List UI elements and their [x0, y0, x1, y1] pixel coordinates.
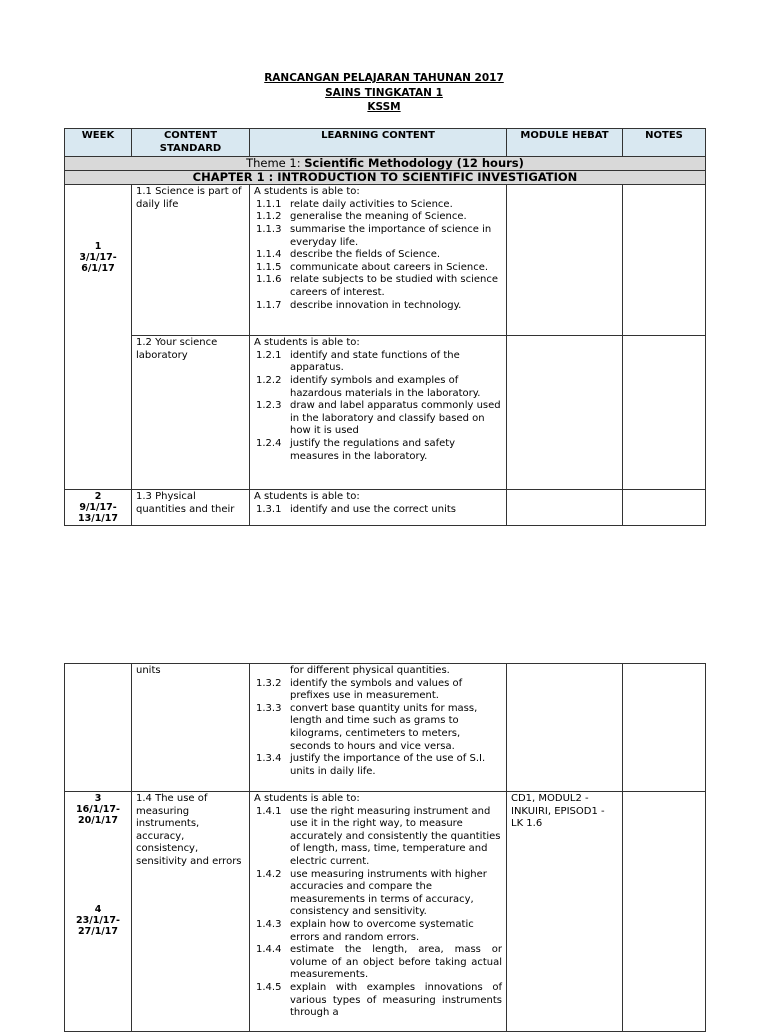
- learning-content-cell: [250, 792, 507, 1032]
- learning-objective: 1.3.3 convert base quantity units for mass, length and time such as grams to kilograms, centimeters to meters, seconds to hours and vice versa.: [256, 702, 478, 752]
- learning-objective: 1.2.3 draw and label apparatus commonly used in the laboratory and classify based on how it is used: [256, 400, 501, 437]
- week-cell: [65, 792, 132, 1032]
- week-block: [69, 904, 127, 937]
- learning-objective: 1.2.4 justify the regulations and safety measures in the laboratory.: [256, 437, 456, 462]
- chapter-title: CHAPTER 1 : INTRODUCTION TO SCIENTIFIC INVESTIGATION: [65, 171, 706, 185]
- module-hebat-cell: CD1, MODUL2 - INKUIRI, EPISOD1 - LK 1.6: [507, 792, 623, 1032]
- learning-objective: 1.2.1 identify and state functions of the apparatus.: [256, 349, 460, 374]
- week-dates: 3/1/17- 6/1/17: [79, 252, 117, 275]
- week-block: [69, 793, 127, 826]
- learning-objective: 1.4.2 use measuring instruments with higher accuracies and compare the measurements in terms of accuracy, consistency and sensitivity.: [256, 868, 487, 918]
- theme-prefix: Theme 1:: [246, 156, 305, 171]
- learning-objective: 1.4.4 estimate the length, area, mass or volume of an object before taking actual measurements.: [256, 944, 502, 981]
- lesson-plan-table-page-1: [64, 128, 706, 526]
- week-cell: [65, 664, 132, 792]
- module-hebat-cell: [507, 664, 623, 792]
- learning-objective: 1.4.3 explain how to overcome systematic errors and random errors.: [256, 918, 474, 943]
- week-number: 4: [94, 904, 102, 915]
- learning-continuation: for different physical quantities.: [290, 665, 450, 676]
- subject-title: SAINS TINGKATAN 1: [325, 86, 443, 99]
- table-row: [65, 792, 706, 1032]
- week-cell: [65, 490, 132, 526]
- learning-intro: A students is able to:: [254, 186, 360, 198]
- learning-intro: A students is able to:: [254, 337, 360, 349]
- theme-row: [65, 157, 706, 171]
- week-dates: 16/1/17- 20/1/17: [76, 804, 120, 826]
- table-row: [65, 336, 706, 490]
- table-row: [65, 490, 706, 526]
- learning-content-cell: [250, 185, 507, 336]
- header-content-standard: CONTENT STANDARD: [132, 129, 250, 157]
- learning-content-cell: [250, 490, 507, 526]
- learning-objective: 1.1.4 describe the fields of Science.: [256, 249, 441, 261]
- curriculum-title: KSSM: [367, 101, 401, 113]
- learning-objective: 1.4.5 explain with examples innovations of various types of measuring instruments through a: [256, 981, 502, 1019]
- notes-cell: [623, 664, 706, 792]
- theme-cell: [65, 157, 706, 171]
- content-standard-cell: units: [132, 664, 250, 792]
- week-dates: 23/1/17- 27/1/17: [76, 915, 120, 937]
- table-row: [65, 185, 706, 336]
- notes-cell: [623, 185, 706, 336]
- learning-objective: 1.1.6 relate subjects to be studied with science careers of interest.: [256, 274, 499, 298]
- notes-cell: [623, 490, 706, 526]
- content-standard-cell: 1.1 Science is part of daily life: [132, 185, 250, 336]
- header-learning-content: LEARNING CONTENT: [250, 129, 507, 157]
- learning-objective: 1.1.7 describe innovation in technology.: [256, 299, 462, 311]
- content-standard-cell: 1.3 Physical quantities and their: [132, 490, 250, 526]
- module-hebat-cell: [507, 185, 623, 336]
- week-dates: 9/1/17- 13/1/17: [78, 502, 118, 525]
- plan-title: RANCANGAN PELAJARAN TAHUNAN 2017: [264, 72, 504, 84]
- notes-cell: [623, 792, 706, 1032]
- lesson-plan-table-page-2: [64, 663, 706, 1032]
- learning-content-cell: [250, 664, 507, 792]
- learning-objective: 1.1.5 communicate about careers in Science.: [256, 261, 489, 273]
- header-module-hebat: MODULE HEBAT: [507, 129, 623, 157]
- learning-intro: A students is able to:: [254, 491, 360, 503]
- learning-objective: 1.3.4 justify the importance of the use of S.I. units in daily life.: [256, 753, 486, 777]
- week-number: 3: [94, 793, 102, 804]
- week-number: 1: [94, 241, 102, 253]
- learning-objective: 1.1.2 generalise the meaning of Science.: [256, 211, 467, 223]
- learning-objective: 1.1.3 summarise the importance of science in everyday life.: [256, 223, 492, 248]
- week-number: 2: [94, 491, 102, 503]
- notes-cell: [623, 336, 706, 490]
- learning-objective: 1.4.1 use the right measuring instrument and use it in the right way, to measure accurately and consistently the quantities of length, mass, time, temperature and electric current.: [256, 805, 501, 867]
- module-hebat-cell: [507, 336, 623, 490]
- content-standard-cell: 1.2 Your science laboratory: [132, 336, 250, 490]
- learning-objective: 1.2.2 identify symbols and examples of hazardous materials in the laboratory.: [256, 374, 481, 399]
- header-notes: NOTES: [623, 129, 706, 157]
- learning-objective: 1.3.1 identify and use the correct units: [256, 503, 456, 515]
- content-standard-cell: 1.4 The use of measuring instruments, accuracy, consistency, sensitivity and errors: [132, 792, 250, 1032]
- learning-objective: 1.3.2 identify the symbols and values of prefixes use in measurement.: [256, 677, 463, 702]
- header-week: WEEK: [65, 129, 132, 157]
- learning-objective: 1.1.1 relate daily activities to Science.: [256, 198, 453, 210]
- module-hebat-cell: [507, 490, 623, 526]
- table-row: [65, 664, 706, 792]
- learning-content-cell: [250, 336, 507, 490]
- learning-intro: A students is able to:: [254, 793, 360, 804]
- table-header-row: [65, 129, 706, 157]
- theme-name: Scientific Methodology (12 hours): [304, 156, 524, 171]
- chapter-row: [65, 171, 706, 185]
- document-heading: [64, 71, 704, 115]
- week-cell: [65, 185, 132, 490]
